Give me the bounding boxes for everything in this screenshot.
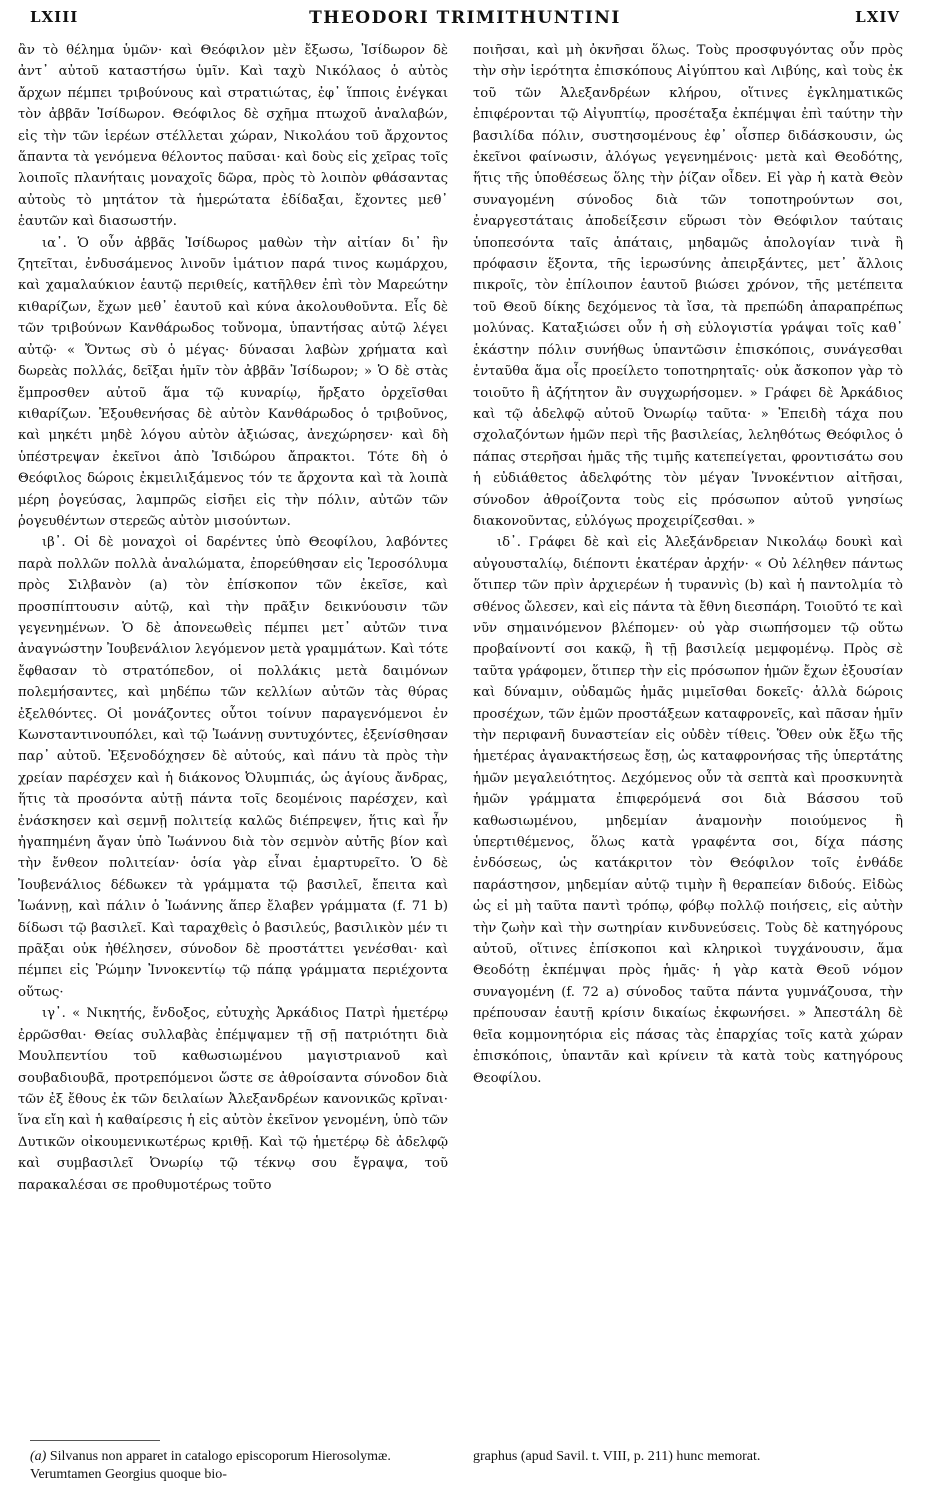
left-column [18,40,448,1196]
right-column [473,40,903,1089]
footnote-rule [30,1440,160,1441]
paragraph-12: ιβ᾽. Οἱ δὲ μοναχοὶ οἱ δαρέντες ὑπὸ Θεοφίλου, λαβόντες παρὰ πολλῶν πολλὰ ἀναλώματα, ἐπορεύθησαν εἰς Ἱεροσόλυμα πρὸς Σιλβανὸν (a) τὸν ἐπίσκοπον τῶν ἐκεῖσε, καὶ προσπίπτουσιν αὐτῷ, καὶ τὴν πρᾶξιν δεικνύουσιν τῶν γεγενημένων. Ὁ δὲ ἀπονεωθεὶς πέμπει μετ᾽ αὐτῶν τινα ἀναγνώστην Ἰουβενάλιον λεγόμενον μετὰ γραμμάτων. Καὶ τότε ἔφθασαν τὸ στρατόπεδον, οἱ πολλάκις μετὰ δαιμόνων πολεμήσαντες, καὶ μηδέπω τῶν κελλίων αὐτῶν τὰς θύρας ἐξελθόντες. Οἱ μονάζοντες οὗτοι τοίνυν παραγενόμενοι ἐν Κωνσταντινουπόλει, καὶ τῷ Ἰωάννῃ συντυχόντες, ἐξενίσθησαν παρ᾽ αὐτοῦ. Ἐξενοδόχησεν δὲ αὐτούς, καὶ πάνυ τὰ πρὸς τὴν χρείαν παρέσχεν καὶ ἡ διάκονος Ὀλυμπιάς, ὡς ἁγίους ἄνδρας, ἥτις τὰ προσόντα αὐτῇ πάντα τοῖς δεομένοις παρέσχεν, καὶ ἐνάσκησεν καὶ σεμνῇ πολιτείᾳ καλῶς διέπρεψεν, ἥτις καὶ ἦν ἠγαπημένη ἄγαν ὑπὸ Ἰωάννου διὰ τὸν σεμνὸν αὐτῆς βίον καὶ τὴν ἔνθεον πολιτείαν· ὁσία γὰρ εἶναι ἐμαρτυρεῖτο. Ὁ δὲ Ἰουβενάλιος δέδωκεν τὰ γράμματα τῷ βασιλεῖ, ἔπειτα καὶ Ἰωάννῃ, καὶ πάλιν ὁ Ἰωάννης ἅπερ ἔλαβεν γράμματα (f. 71 b) δίδωσι τῷ βασιλεῖ. Καὶ ταραχθεὶς ὁ βασιλεύς, βασιλικὸν μέν τι πρᾶξαι οὐκ ἠθέλησεν, σύνοδον δὲ προστάττει γενέσθαι· καὶ πέμπει εἰς Ῥώμην Ἰννοκεντίῳ τῷ πάπᾳ γράμματα περιέχοντα οὕτως· [18,535,448,1000]
left-page-number: LXIII [30,8,79,26]
paragraph: ἂν τὸ θέλημα ὑμῶν· καὶ Θεόφιλον μὲν ἔξωσω, Ἰσίδωρον δὲ ἀντ᾽ αὐτοῦ καταστήσω ὑμῖν. Καὶ ταχὺ Νικόλαος ὁ αὐτὸς ἄρχων πέμπει τριβούνους καὶ στρατιώτας, ἐφ᾽ ἵπποις ἐνέγκαι τὸν ἀββᾶν Ἰσίδωρον. Θεόφιλος δὲ σχῆμα πτωχοῦ ἀναλαβών, εἰς τὴν τῶν ἱερέων στέλλεται χώραν, Νικολάου τοῦ ἄρχοντος ἅπαντα τὰ γενόμενα θέλοντος παῦσαι· καὶ δοὺς εἰς χεῖρας τοῖς λοιποῖς πλανήταις μοναχοῖς δῶρα, πρὸς τὸ λοιπὸν φθάσαντας αὐτοὺς τὸ μητάτον τὰ ἡμερώτατα ἐδίδαξαι, ἔχοντες μεθ᾽ ἑαυτῶν καὶ διασωστήν. [18,43,448,230]
paragraph-11: ια᾽. Ὁ οὖν ἀββᾶς Ἰσίδωρος μαθὼν τὴν αἰτίαν δι᾽ ἣν ζητεῖται, ἐνδυσάμενος λινοῦν ἱμάτιον παρά τινος κωμάρχου, καὶ χαμαλαύκιον ἑαυτῷ περιθείς, κατῆλθεν ἐπὶ τὸν Μαρεώτην κιθαρίζων, ἔχων μεθ᾽ ἑαυτοῦ καὶ κύνα ἀκολουθοῦντα. Εἷς δὲ τῶν τριβούνων Κανθάρωδος τοὔνομα, ὑπαντήσας αὐτῷ λέγει αὐτῷ· « Ὄντως σὺ ὁ μέγας· δύνασαι λαβὼν χρήματα καὶ δωρεὰς πολλάς, δεῖξαι ἡμῖν τὸν ἀββᾶν Ἰσίδωρον; » Ὁ δὲ στὰς ἔμπροσθεν αὐτοῦ ἅμα τῷ κυναρίῳ, ἤρξατο ὀρχεῖσθαι κιθαρίζων. Ἐξουθενήσας δὲ αὐτὸν Κανθάρωδος ὁ τριβοῦνος, καὶ μηκέτι μηδὲ λόγου αὐτὸν ἀξιώσας, ἀνεχώρησεν· καὶ δὴ ὑπέστρεψαν ἐκεῖνοι ἀπὸ Ἰσιδώρου ἄπρακτοι. Τότε δὴ ὁ Θεόφιλος δώροις ἐκμειλιξάμενος τόν τε ἄρχοντα καὶ τὰ λοιπὰ μέρη ῥογεύσας, λαμπρῶς εἰσῆει εἰς τὴν πόλιν, αὐτῶν τῶν ῥογευθέντων στερεῶς αὐτὸν μισούντων. [18,235,448,529]
footnote-right [473,1448,903,1466]
footnote-continuation: graphus (apud Savil. t. VIII, p. 211) hunc memorat. [473,1449,761,1464]
running-title: THEODORI TRIMITHUNTINI [309,8,621,28]
page-header [30,8,900,38]
right-page-number: LXIV [855,8,900,26]
paragraph-14: ιδ᾽. Γράφει δὲ καὶ εἰς Ἀλεξάνδρειαν Νικολάῳ δουκὶ καὶ αὐγουσταλίῳ, διέποντι ἑκατέραν ἀρχήν· « Οὐ λέληθεν πάντως ὅτιπερ τῶν πρὶν ἀρχιερέων ἡ τυραννὶς (b) καὶ ἡ παντολμία τὸ σθένος ὤλεσεν, καὶ εἰς πάντα τὰ ἔθνη διεσπάρη. Τοιοῦτό τε καὶ νῦν σημαινόμενον βλέπομεν· οὐ γὰρ σιωπήσομεν τῷ οὕτω προβαίνοντί σοι κακῷ, ἢ τῇ βασιλείᾳ μεμφομένῳ. Πρὸς σὲ ταῦτα γράφομεν, ὅτιπερ τὴν εἰς πρόσωπον ἡμῶν ἔχων ἐξουσίαν καὶ δύναμιν, οὐδαμῶς ἡμᾶς μιμεῖσθαι δοκεῖς· ἀλλὰ δώροις προσέχων, τῶν ἐμῶν προστάξεων καταφρονεῖς, καὶ πᾶσαν ἡμῖν τὴν περιφανῆ δυναστείαν εἰς οὐδὲν τίθεις. Ὅθεν οὐκ ἔξω τῆς ἡμετέρας ἀγανακτήσεως ἔσῃ, ὡς καταφρονήσας τῆς ὑπερτάτης ἡμῶν μεγαλειότητος. Δεχόμενος οὖν τὰ σεπτὰ καὶ προσκυνητὰ ἡμῶν γράμματα ἐπιφερόμενά σοι διὰ Βάσσου τοῦ καθωσιωμένου, μηδεμίαν ἀναμονὴν ποιούμενος ἢ ὑπερτιθέμενος, ὅλως κατὰ γραφέντα σοι, δίχα πάσης ἐνδόσεως, ὡς κατάκριτον τὸν Θεόφιλον τοῖς ἐνθάδε παράστησον, μηδεμίαν αὐτῷ τιμὴν ἢ θεραπείαν διδούς. Εἰδὼς ὡς εἰ μὴ ταῦτα παντὶ τρόπῳ, φόβῳ πολλῷ ποιήσεις, εἰς αὐτὴν τὴν ζωὴν καὶ τὴν σωτηρίαν κινδυνεύσεις. Τοὺς δὲ κατηγόρους αὐτοῦ, οἵτινες ἐπίσκοποι καὶ κληρικοὶ τυγχάνουσιν, ἅμα Θεοδότῃ ἐκπέμψαι πρὸς ἡμᾶς· ἡ γὰρ κατὰ Θεοῦ νόμον συναγομένη (f. 72 a) σύνοδος ταῦτα πάντα γυμνάζουσα, τὴν πρέπουσαν ἑαυτῇ κρίσιν δικαίως ἐκφωνήσει. » Ἀπεστάλη δὲ θεῖα κομμονητόρια εἰς πάσας τὰς ἐπαρχίας τοῖς κατὰ χώραν ἐπισκόποις, ὑπαντᾶν καὶ κρίνειν τὰ κατὰ τοὺς κατηγόρους Θεοφίλου. [473,535,903,1086]
paragraph: ποιῆσαι, καὶ μὴ ὀκνῆσαι ὅλως. Τοὺς προσφυγόντας οὖν πρὸς τὴν σὴν ἱερότητα ἐπισκόπους Αἰγύπτου καὶ Λιβύης, καὶ τοὺς ἐκ τοῦ τῶν Ἀλεξανδρέων κλήρου, οἵτινες ἐγκληματικῶς ἐπιφέρονται τῷ Αἰγυπτίῳ, προσέταξα ἐκπέμψαι ἐπὶ ταύτην τὴν βασιλίδα πόλιν, συστησομένους ἐφ᾽ οἷσπερ διδάσκουσιν, ὡς ἐκεῖνοι φαίνωσιν, ἀλόγως γεγενημένοις· μετὰ καὶ Θεοδότης, ἥτις τῆς ὑποθέσεως ὅλης τὴν ῥίζαν οἶδεν. Εἰ γὰρ ἡ κατὰ Θεὸν συναγομένη σύνοδος διὰ τῶν τοποτηρούντων σοι, ἐναργεστάταις ἀποδείξεσιν εὕρωσι τὸν Θεόφιλον ταύταις ὑποπεσόντα ταῖς ἀπάταις, μηδαμῶς ἀπολογίαν τινὰ ἢ πρόφασιν ἕξοντα, τῆς ἱερωσύνης ἀπειρξάντες, μετ᾽ ἄλλοις πικροῖς, τὸν ἐπίλοιπον ἑαυτοῦ βιώσει χρόνον, τῆς μετέπειτα τοῦ Θεοῦ δίκης δεχόμενος τὰ ἴσα, τὰ πρεπώδη ἀπαραπρέπως μολύνας. Καταξιώσει οὖν ἡ σὴ εὐλογιστία γράψαι τοῖς καθ᾽ ἑκάστην πόλιν συνήθως ὑπαντῶσιν ἐπισκόποις, συνάγεσθαι ἐνταῦθα ἅμα οἷς προείλετο τοποτηρηταῖς· οὐκ ἄσκοπον γὰρ τὸ τοιοῦτο ἢ ἀζήτητον ἂν συγχωρήσομεν. » Γράφει δὲ Ἀρκάδιος καὶ τῷ ἀδελφῷ αὐτοῦ Ὀνωρίῳ ταῦτα· » Ἐπειδὴ τάχα που σχολαζόντων ἡμῶν περὶ τῆς βασιλείας, λεληθότως Θεόφιλος ὁ πάπας στερῆσαι ἡμᾶς τῆς τιμῆς κατεπείγεται, φροντισάτω σου ἡ εὐδιάθετος ἀδελφότης τὸν μέγαν Ἰννοκέντιον αἰτῆσαι, σύνοδον ἀθροίζοντα τοὺς εἰς πρόσωπον αὐτοῦ γνησίως διακονοῦντας, εὐλόγως προχειρίζεσθαι. » [473,43,903,529]
footnote-left [30,1448,450,1484]
footnote-marker: (a) [30,1449,47,1464]
paragraph-13: ιγ᾽. « Νικητής, ἔνδοξος, εὐτυχὴς Ἀρκάδιος Πατρὶ ἡμετέρῳ ἐρρῶσθαι· Θείας συλλαβὰς ἐπέμψαμεν τῇ σῇ πατριότητι διὰ Μουλπεντίου τοῦ καθωσιωμένου μαγιστριανοῦ καὶ σουβαδιουβᾶ, προτρεπόμενοι ὥστε σε ἀθροίσαντα σύνοδον διὰ τῶν ἐξ ἔθους ἐκ τῶν δειλαίων Ἀλεξανδρέων κανονικῶς κρῖναι· ἵνα εἴη καὶ ἡ καθαίρεσις ἡ εἰς αὐτὸν ἐκεῖνον γενομένη, ὑπὸ τῶν Δυτικῶν οἰκουμενικωτέρως κριθῇ. Καὶ τῷ ἡμετέρῳ δὲ ἀδελφῷ καὶ συμβασιλεῖ Ὀνωρίῳ τῷ τέκνῳ σου ἔγραψα, τοῦ παρακαλέσαι σε προθυμοτέρως τοῦτο [18,1006,448,1193]
footnote-text: Silvanus non apparet in catalogo episcoporum Hierosolymæ. Verumtamen Georgius quoque bio- [30,1449,391,1482]
